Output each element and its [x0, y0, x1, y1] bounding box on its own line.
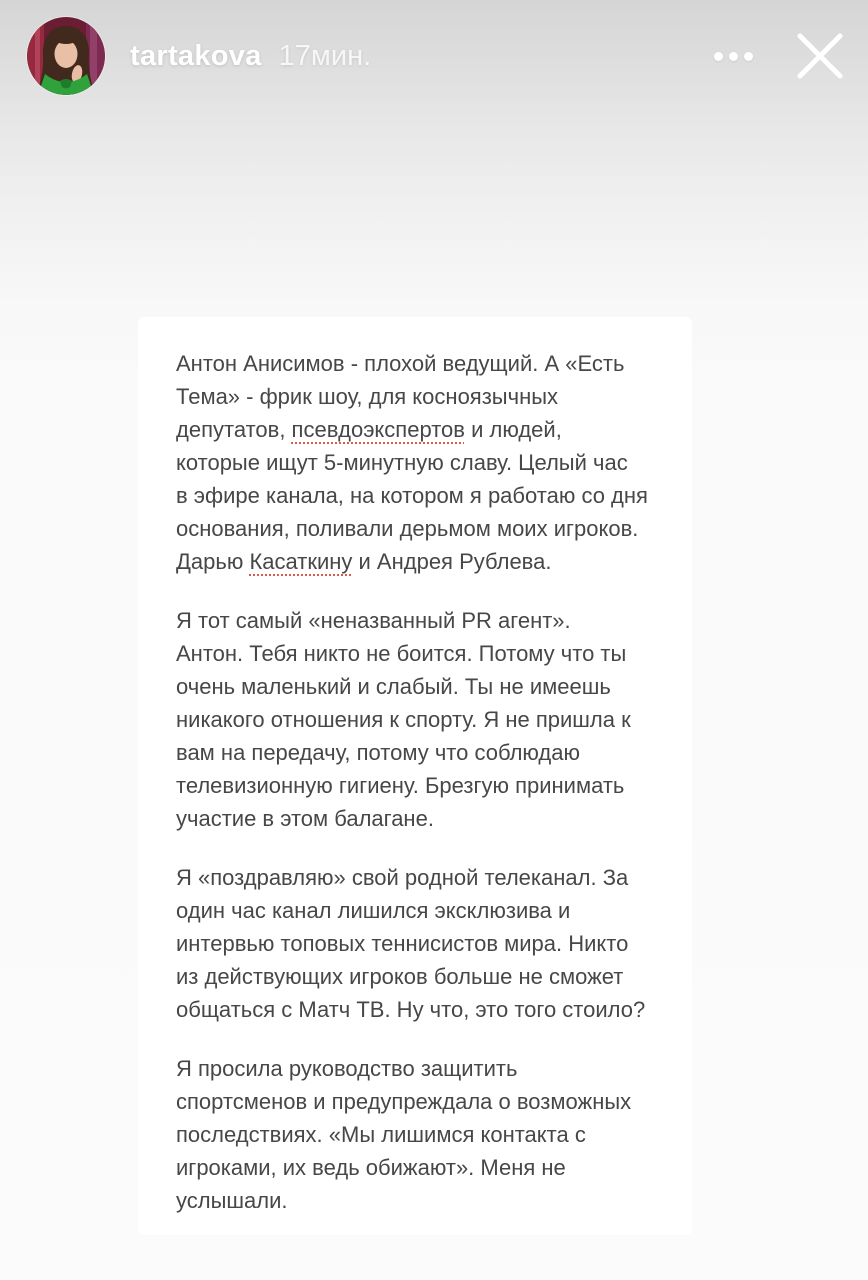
story-text-card [138, 317, 692, 1235]
text-line: никакого отношения к спорту. Я не пришла к [176, 707, 631, 732]
text-line: в эфире канала, на котором я работаю со дня [176, 483, 648, 508]
text-line: депутатов, псевдоэкспертов и людей, [176, 417, 562, 442]
text-line: Тема» - фрик шоу, для косноязычных [176, 384, 559, 409]
text-line: телевизионную гигиену. Брезгую принимать [176, 773, 625, 798]
close-button[interactable] [797, 33, 843, 79]
three-dots-icon [729, 52, 738, 61]
text-line: игроками, их ведь обижают». Меня не [176, 1155, 566, 1180]
story-paragraphs [176, 347, 666, 1217]
text-line: участие в этом балагане. [176, 806, 434, 831]
text-line: основания, поливали дерьмом моих игроков. [176, 516, 639, 541]
username[interactable]: tartakova [130, 39, 262, 72]
text-line: Я просила руководство защитить [176, 1056, 518, 1081]
story-header [0, 0, 868, 112]
avatar[interactable] [27, 17, 105, 95]
text-line: Я тот самый «неназванный PR агент». [176, 608, 571, 633]
misspelled-word: псевдоэкспертов [291, 417, 465, 442]
text-line: вам на передачу, потому что соблюдаю [176, 740, 580, 765]
three-dots-icon [744, 52, 753, 61]
text-line: один час канал лишился эксклюзива и [176, 898, 571, 923]
avatar-image [27, 17, 105, 95]
text-line: общаться с Матч ТВ. Ну что, это того стоило? [176, 997, 646, 1022]
more-options-button[interactable] [704, 38, 763, 75]
text-line: последствиях. «Мы лишимся контакта с [176, 1122, 586, 1147]
text-line: из действующих игроков больше не сможет [176, 964, 624, 989]
x-cross-icon [797, 33, 843, 79]
timestamp: 17мин. [278, 39, 372, 72]
text-line: очень маленький и слабый. Ты не имеешь [176, 674, 611, 699]
text-line: Антон. Тебя никто не боится. Потому что ты [176, 641, 627, 666]
text-line: Дарью Касаткину и Андрея Рублева. [176, 549, 552, 574]
text-line: Антон Анисимов - плохой ведущий. А «Есть [176, 351, 625, 376]
paragraph [176, 861, 666, 1026]
text-line: услышали. [176, 1188, 288, 1213]
misspelled-word: Касаткину [249, 549, 353, 574]
paragraph [176, 604, 666, 835]
text-line: которые ищут 5-минутную славу. Целый час [176, 450, 628, 475]
paragraph [176, 347, 666, 578]
text-line: спортсменов и предупреждала о возможных [176, 1089, 632, 1114]
three-dots-icon [714, 52, 723, 61]
text-line: Я «поздравляю» свой родной телеканал. За [176, 865, 629, 890]
text-line: интервью топовых теннисистов мира. Никто [176, 931, 629, 956]
paragraph [176, 1052, 666, 1217]
